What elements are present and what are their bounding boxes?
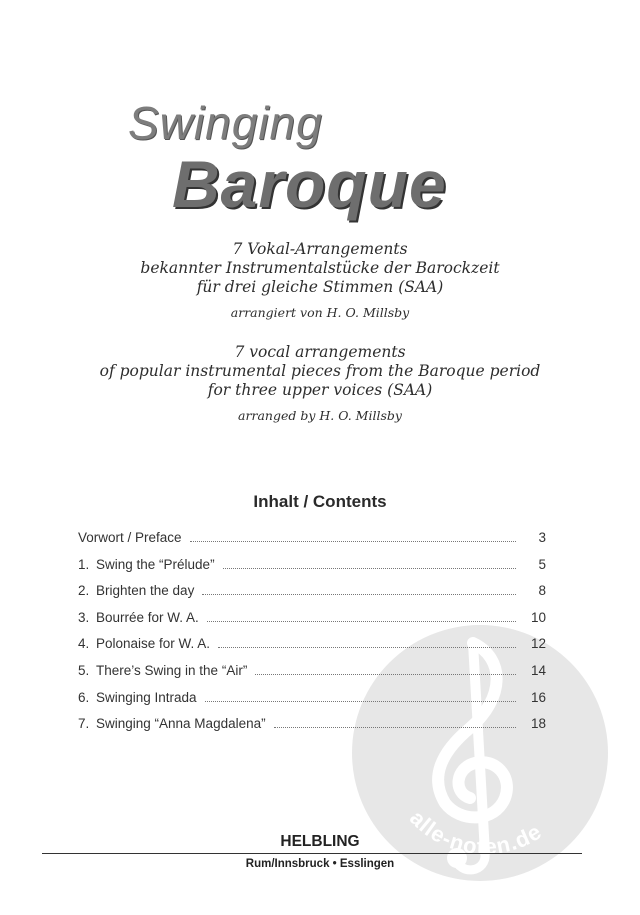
english-subtitle	[0, 343, 640, 423]
toc-title: Bourrée for W. A.	[96, 609, 199, 625]
english-arranger: arranged by H. O. Millsby	[238, 408, 402, 423]
toc-leader	[223, 568, 516, 569]
toc-title: Vorwort / Preface	[78, 530, 182, 545]
publisher-name: HELBLING	[280, 833, 360, 850]
toc-leader	[202, 594, 516, 595]
english-line-3: for three upper voices (SAA)	[207, 381, 433, 399]
german-arranger: arrangiert von H. O. Millsby	[230, 305, 410, 320]
toc-page: 14	[530, 662, 546, 678]
watermark-text: alle-noten.de	[404, 805, 547, 860]
toc-leader	[218, 647, 516, 648]
table-of-contents	[78, 530, 546, 743]
toc-title: Polonaise for W. A.	[96, 636, 211, 652]
toc-leader	[207, 621, 516, 622]
toc-page: 18	[530, 716, 546, 732]
publisher-cities: Rum/Innsbruck • Esslingen	[245, 858, 395, 870]
toc-row	[78, 716, 546, 743]
toc-title: Swing the “Prélude”	[96, 556, 215, 572]
toc-row	[78, 636, 546, 663]
toc-row	[78, 530, 546, 557]
german-subtitle	[0, 240, 640, 320]
toc-number: 3.	[78, 609, 90, 625]
toc-number: 1.	[78, 556, 90, 572]
toc-title: Brighten the day	[96, 583, 195, 599]
toc-number: 6.	[78, 689, 90, 705]
toc-number: 4.	[78, 636, 90, 652]
toc-leader	[255, 674, 516, 675]
toc-row	[78, 690, 546, 717]
toc-page: 3	[538, 530, 546, 545]
german-line-3: für drei gleiche Stimmen (SAA)	[196, 278, 444, 296]
english-line-1: 7 vocal arrangements	[234, 343, 406, 361]
toc-row	[78, 557, 546, 584]
toc-title: There’s Swing in the “Air”	[96, 662, 248, 678]
toc-page: 12	[530, 636, 546, 652]
toc-leader	[190, 541, 516, 542]
toc-page: 16	[530, 689, 546, 705]
toc-row	[78, 610, 546, 637]
toc-number: 5.	[78, 662, 90, 678]
toc-number: 7.	[78, 716, 90, 732]
title-line-1: Swinging	[128, 97, 323, 149]
toc-leader	[205, 701, 516, 702]
toc-row	[78, 583, 546, 610]
toc-page: 5	[538, 556, 546, 572]
toc-page: 8	[538, 583, 546, 599]
toc-row	[78, 663, 546, 690]
contents-heading: Inhalt / Contents	[253, 492, 387, 511]
toc-leader	[274, 727, 516, 728]
divider	[42, 853, 582, 854]
english-line-2: of popular instrumental pieces from the Baroque period	[99, 362, 541, 380]
toc-number: 2.	[78, 583, 90, 599]
toc-title: Swinging Intrada	[96, 689, 197, 705]
german-line-1: 7 Vokal-Arrangements	[232, 240, 408, 258]
toc-title: Swinging “Anna Magdalena”	[96, 716, 266, 732]
german-line-2: bekannter Instrumentalstücke der Barockzeit	[140, 259, 500, 277]
toc-page: 10	[530, 609, 546, 625]
title-line-2: Baroque	[172, 147, 447, 221]
